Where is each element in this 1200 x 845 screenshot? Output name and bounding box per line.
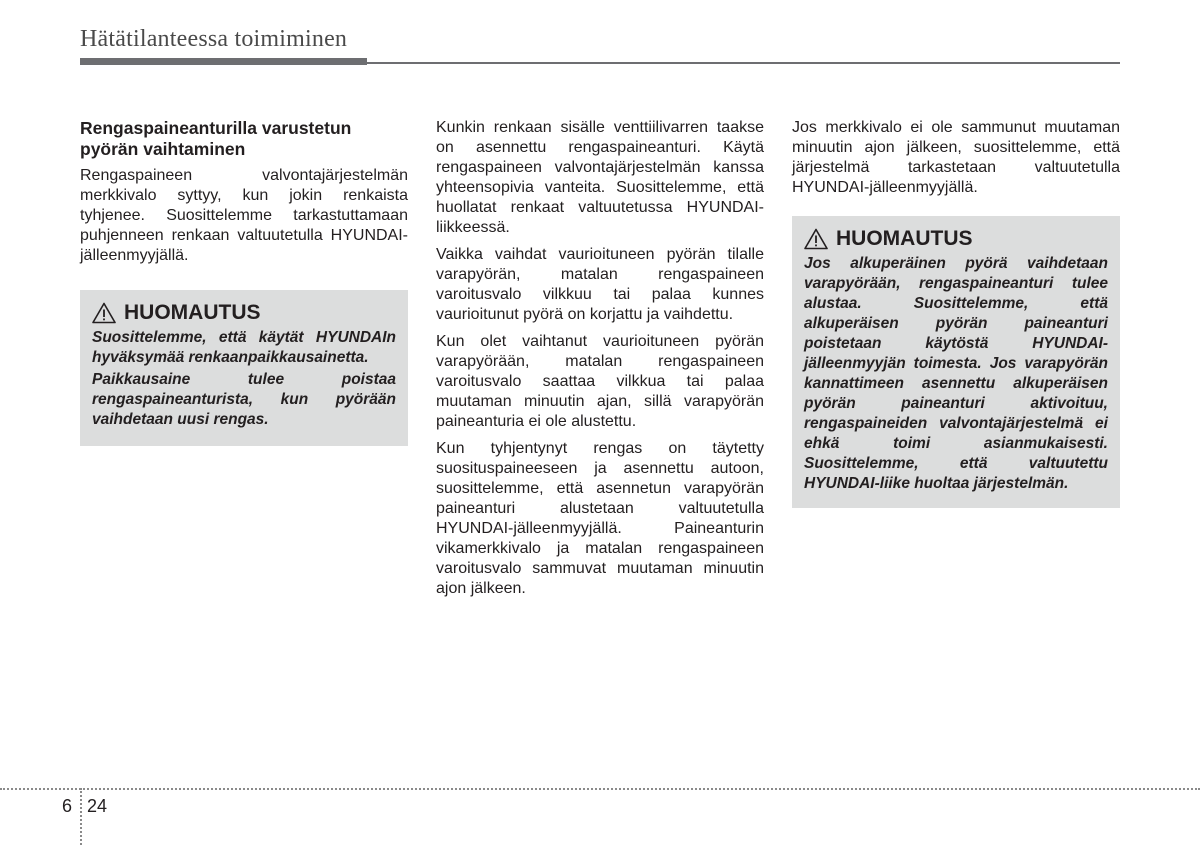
notice-text: Jos alkuperäinen pyörä vaihdetaan varapyörään, rengaspaineanturi tulee alustaa. Suosittelemme, että alkuperäisen pyörän paineanturi poistetaan käytöstä HYUNDAI-jälleenmyyjän toimesta. Jos varapyörän kannattimeen asennettu alkuperäisen pyörän paineanturi aktivoituu, rengaspaineiden valvontajärjestelmä ei ehkä toimi asianmukaisesti. Suosittelemme, että valtuutettu HYUNDAI-liike huoltaa järjestelmän.: [804, 255, 1108, 492]
column-2: [436, 118, 764, 606]
header-rule-thin: [367, 62, 1120, 64]
warning-triangle-icon: [804, 228, 828, 250]
body-paragraph: Vaikka vaihdat vaurioituneen pyörän tilalle varapyörän, matalan rengaspaineen varoitusvalo vilkkuu tai palaa kunnes vaurioitunut pyörä on korjattu ja vaihdettu.: [436, 246, 764, 323]
footer-divider: [0, 788, 1200, 790]
notice-box: [80, 290, 408, 446]
body-paragraph: Jos merkkivalo ei ole sammunut muutaman minuutin ajon jälkeen, suosittelemme, että järjestelmä tarkastetaan valtuutetulla HYUNDAI-jälleenmyyjällä.: [792, 119, 1120, 196]
notice-title-text: HUOMAUTUS: [124, 301, 261, 324]
body-paragraph: Kunkin renkaan sisälle venttiilivarren taakse on asennettu rengaspaineanturi. Käytä rengaspaineen valvontajärjestelmän kanssa yhteensopivia vanteita. Suosittelemme, että huollatat renkaat valtuutetussa HYUNDAI-liikkeessä.: [436, 119, 764, 236]
intro-paragraph: Rengaspaineen valvontajärjestelmän merkkivalo syttyy, kun jokin renkaista tyhjenee. Suosittelemme tarkastuttamaan puhjenneen renkaan valtuutetulla HYUNDAI-jälleenmyyjällä.: [80, 167, 408, 264]
header-rule-thick: [80, 58, 367, 65]
page-header-title: Hätätilanteessa toimiminen: [80, 26, 348, 52]
footer-vertical-divider: [80, 788, 82, 845]
chapter-number: 6: [62, 796, 73, 816]
notice-title: [804, 226, 1108, 252]
body-paragraph: Kun olet vaihtanut vaurioituneen pyörän varapyörään, matalan rengaspaineen varoitusvalo saattaa vilkkua tai palaa muutaman minuutin ajan, sillä varapyörän paineanturia ei ole alustettu.: [436, 333, 764, 430]
notice-text: Suosittelemme, että käytät HYUNDAIn hyväksymää renkaanpaikkausainetta.: [92, 329, 396, 366]
page-number: 24: [87, 796, 108, 816]
notice-title: [92, 300, 396, 326]
section-heading: Rengaspaineanturilla varustetun pyörän vaihtaminen: [80, 118, 352, 159]
body-paragraph: Kun tyhjentynyt rengas on täytetty suosituspaineeseen ja asennettu autoon, suosittelemme, että asennetun varapyörän paineanturi alustetaan valtuutetulla HYUNDAI-jälleenmyyjällä. Paineanturin vikamerkkivalo ja matalan rengaspaineen varoitusvalo sammuvat muutaman minuutin ajon jälkeen.: [436, 440, 764, 597]
notice-title-text: HUOMAUTUS: [836, 227, 973, 250]
warning-triangle-icon: [92, 302, 116, 324]
notice-text: Paikkausaine tulee poistaa rengaspaineanturista, kun pyörään vaihdetaan uusi rengas.: [92, 371, 396, 428]
column-1: [80, 118, 408, 446]
column-3: [792, 118, 1120, 508]
notice-box: [792, 216, 1120, 508]
